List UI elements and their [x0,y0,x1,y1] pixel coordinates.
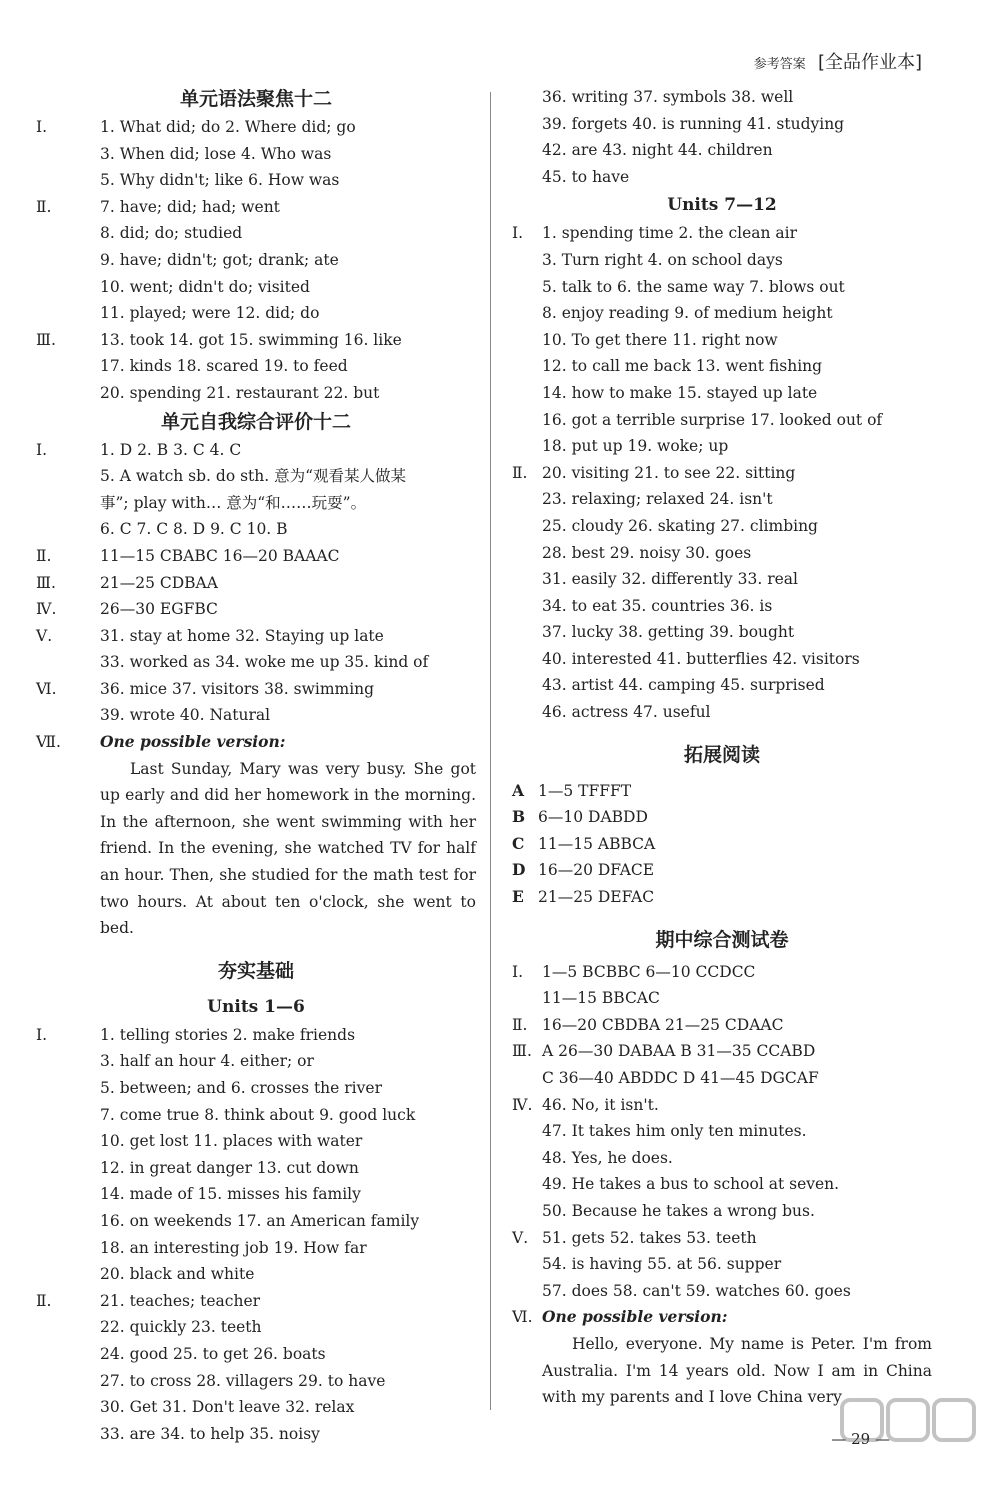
answer-row [36,1368,476,1395]
answer-row [512,137,932,164]
answer-text: 36. mice 37. visitors 38. swimming [100,679,375,698]
answer-text: 16—20 DFACE [538,861,655,880]
answer-text: 9. have; didn't; got; drank; ate [100,250,339,269]
roman-numeral: Ⅲ. [36,330,56,349]
section-title: 夯实基础 [217,959,294,982]
answer-text: 1. spending time 2. the clean air [542,224,798,243]
answer-row [512,1012,932,1039]
answer-row [36,437,476,464]
answer-row [512,300,932,327]
answer-row [36,570,476,597]
page-number: — 29 — [831,1430,890,1448]
answer-row [512,513,932,540]
answer-row [512,672,932,699]
essay-label: One possible version: [542,1307,728,1327]
answer-row [36,1048,476,1075]
answer-row [512,1118,932,1145]
right-column [512,84,932,1411]
roman-numeral: Ⅱ. [512,463,528,482]
answer-row [512,327,932,354]
answer-row [512,1278,932,1305]
answer-row [36,516,476,543]
answer-text: 5. between; and 6. crosses the river [100,1079,382,1097]
section-subtitle: Units 1—6 [207,996,305,1017]
answer-row [512,566,932,593]
essay-label: One possible version: [100,732,286,752]
answer-row [36,649,476,676]
answer-row [512,433,932,460]
answer-row [36,194,476,221]
roman-numeral: Ⅵ. [512,1308,533,1327]
answer-row [512,380,932,407]
answer-text: 31. stay at home 32. Staying up late [100,626,384,645]
answer-row [512,164,932,191]
answer-text: 28. best 29. noisy 30. goes [542,543,752,562]
answer-text: 25. cloudy 26. skating 27. climbing [542,516,818,535]
answer-text: 54. is having 55. at 56. supper [542,1255,782,1274]
answer-row [512,778,932,805]
roman-numeral: Ⅰ. [512,224,524,243]
roman-numeral: Ⅰ. [512,962,524,981]
answer-text: 3. Turn right 4. on school days [542,250,783,269]
answer-text: 57. does 58. can't 59. watches 60. goes [542,1281,851,1300]
answer-row [512,831,932,858]
roman-numeral: Ⅲ. [512,1042,532,1061]
watermark-logo [838,1392,978,1472]
answer-row [36,1235,476,1262]
answer-row [512,884,932,911]
answer-row [36,274,476,301]
column-divider [490,92,491,1410]
answer-text: 7. come true 8. think about 9. good luck [100,1105,416,1124]
answer-text: 18. put up 19. woke; up [542,437,729,456]
answer-text: 31. easily 32. differently 33. real [542,570,798,589]
answer-list [512,84,932,190]
header-label: 参考答案 [753,57,806,72]
answer-row [36,463,476,490]
roman-numeral: Ⅶ. [36,733,61,752]
answer-row [36,1208,476,1235]
answer-text: 46. actress 47. useful [542,703,711,722]
answer-text: 33. worked as 34. woke me up 35. kind of [100,653,429,672]
answer-text: 16. on weekends 17. an American family [100,1211,420,1230]
answer-row [36,1288,476,1315]
answer-row [36,327,476,354]
answer-text: 43. artist 44. camping 45. surprised [542,676,825,695]
roman-numeral: Ⅴ. [512,1228,529,1247]
answer-row [512,220,932,247]
answer-text: 49. He takes a bus to school at seven. [542,1175,840,1194]
answer-row [512,1038,932,1065]
answer-text: 48. Yes, he does. [542,1148,673,1167]
answer-row [36,596,476,623]
answer-text: 事”; play with… 意为“和……玩耍”。 [100,493,367,512]
answer-row [512,804,932,831]
section-letter: E [512,887,524,907]
answer-text: 12. in great danger 13. cut down [100,1158,359,1177]
answer-text: 33. are 34. to help 35. noisy [100,1424,320,1443]
essay-text: Hello, everyone. My name is Peter. I'm from Australia. I'm 14 years old. Now I am in China with my parents and I love China very [542,1334,932,1407]
answer-list [36,437,476,730]
answer-row [36,1314,476,1341]
answer-row [512,646,932,673]
answer-row [512,540,932,567]
answer-text: 18. an interesting job 19. How far [100,1238,367,1257]
answer-row [512,274,932,301]
answer-row [36,1341,476,1368]
answer-text: 20. spending 21. restaurant 22. but [100,383,380,402]
answer-row [512,857,932,884]
answer-text: 14. made of 15. misses his family [100,1185,361,1204]
answer-row [512,959,932,986]
answer-text: 40. interested 41. butterflies 42. visitors [542,649,860,668]
roman-numeral: Ⅰ. [36,118,48,136]
answer-row [512,699,932,726]
answer-row [512,985,932,1012]
answer-text: A 26—30 DABAA B 31—35 CCABD [542,1042,816,1061]
answer-text: 6. C 7. C 8. D 9. C 10. B [100,520,288,539]
answer-text: 8. enjoy reading 9. of medium height [542,304,833,323]
answer-text: 8. did; do; studied [100,224,243,243]
page-header [754,48,922,74]
answer-row [36,623,476,650]
answer-row [36,543,476,570]
answer-row [36,167,476,194]
answer-text: 22. quickly 23. teeth [100,1318,262,1337]
answer-text: 5. talk to 6. the same way 7. blows out [542,277,845,296]
section-title: 期中综合测试卷 [655,928,789,951]
answer-row [512,1171,932,1198]
roman-numeral: Ⅰ. [36,1025,48,1044]
roman-numeral: Ⅲ. [36,573,56,592]
answer-row [512,1251,932,1278]
answer-row [36,1421,476,1448]
answer-row [512,593,932,620]
answer-row [512,247,932,274]
section-title: 拓展阅读 [683,743,760,766]
answer-row [36,247,476,274]
section-subtitle: Units 7—12 [667,195,777,216]
answer-row [512,407,932,434]
section-letter: C [512,833,525,853]
answer-row [36,1075,476,1102]
answer-list [36,114,476,407]
answer-text: 36. writing 37. symbols 38. well [542,88,794,106]
answer-row [36,380,476,407]
answer-text: 10. get lost 11. places with water [100,1132,363,1151]
answer-text: 21—25 DEFAC [538,888,655,907]
answer-text: 21—25 CDBAA [100,573,218,592]
answer-row [36,220,476,247]
answer-text: 39. wrote 40. Natural [100,706,271,725]
answer-text: C 36—40 ABDDC D 41—45 DGCAF [542,1069,819,1087]
answer-row [512,619,932,646]
answer-text: 13. took 14. got 15. swimming 16. like [100,330,402,349]
roman-numeral: Ⅳ. [512,1095,533,1114]
answer-text: 46. No, it isn't. [542,1095,659,1114]
answer-text: 14. how to make 15. stayed up late [542,383,818,402]
answer-text: 10. went; didn't do; visited [100,277,310,296]
answer-text: 3. half an hour 4. either; or [100,1052,314,1071]
answer-text: 11. played; were 12. did; do [100,304,320,323]
roman-numeral: Ⅴ. [36,626,53,645]
roman-numeral: Ⅱ. [512,1015,528,1034]
answer-row [512,353,932,380]
answer-list [512,778,932,911]
answer-row [512,1065,932,1092]
header-book: [全品作业本] [817,52,922,73]
answer-row [512,84,932,111]
answer-text: 12. to call me back 13. went fishing [542,357,823,376]
answer-text: 10. To get there 11. right now [542,330,778,349]
answer-row [36,676,476,703]
answer-row [512,460,932,487]
answer-text: 1. telling stories 2. make friends [100,1025,356,1044]
section-title: 单元自我综合评价十二 [160,410,351,433]
answer-row [36,1102,476,1129]
answer-text: 27. to cross 28. villagers 29. to have [100,1371,386,1390]
answer-text: 24. good 25. to get 26. boats [100,1344,326,1363]
answer-text: 16—20 CBDBA 21—25 CDAAC [542,1015,784,1034]
roman-numeral: Ⅱ. [36,546,52,565]
roman-numeral: Ⅰ. [36,440,48,459]
answer-text: 30. Get 31. Don't leave 32. relax [100,1398,355,1417]
answer-row [512,1145,932,1172]
answer-row [36,1022,476,1049]
answer-row [36,1394,476,1421]
answer-list [512,220,932,725]
answer-text: 39. forgets 40. is running 41. studying [542,114,845,133]
answer-text: 1. What did; do 2. Where did; go [100,118,356,136]
answer-text: 50. Because he takes a wrong bus. [542,1201,815,1220]
answer-text: 34. to eat 35. countries 36. is [542,596,773,615]
answer-text: 1—5 BCBBC 6—10 CCDCC [542,962,756,981]
answer-row [512,486,932,513]
answer-row [36,353,476,380]
answer-text: 3. When did; lose 4. Who was [100,144,332,163]
answer-row [36,1181,476,1208]
roman-numeral: Ⅳ. [36,600,57,619]
answer-list [36,1022,476,1448]
essay-heading [36,729,476,756]
answer-text: 26—30 EGFBC [100,600,218,619]
answer-text: 51. gets 52. takes 53. teeth [542,1228,757,1247]
answer-row [36,300,476,327]
answer-row [512,1092,932,1119]
roman-numeral: Ⅱ. [36,197,52,216]
answer-row [36,141,476,168]
answer-text: 5. A watch sb. do sth. 意为“观看某人做某 [100,467,407,486]
roman-numeral: Ⅱ. [36,1291,52,1310]
essay-text: Last Sunday, Mary was very busy. She got up early and did her homework in the morning. In the afternoon, she went swimming with her friend. In the evening, she watched TV for half an hour. Then, she studied for the math test for two hours. At about ten o'clock, she went to bed. [100,759,476,938]
section-title: 单元语法聚焦十二 [179,88,332,110]
answer-row [36,702,476,729]
answer-text: 47. It takes him only ten minutes. [542,1122,807,1141]
answer-text: 20. black and white [100,1265,255,1284]
essay-heading [512,1304,932,1331]
section-letter: A [512,780,525,800]
answer-text: 1—5 TFFFT [538,781,632,800]
answer-text: 21. teaches; teacher [100,1291,261,1310]
answer-text: 6—10 DABDD [538,808,648,827]
answer-row [36,114,476,141]
answer-row [36,490,476,517]
roman-numeral: Ⅵ. [36,679,57,698]
answer-text: 16. got a terrible surprise 17. looked out of [542,410,883,429]
section-letter: B [512,807,526,827]
answer-row [512,111,932,138]
answer-text: 11—15 ABBCA [538,834,656,853]
answer-row [512,1198,932,1225]
answer-text: 45. to have [542,167,630,186]
answer-text: 23. relaxing; relaxed 24. isn't [542,490,773,509]
answer-text: 1. D 2. B 3. C 4. C [100,440,242,459]
answer-text: 11—15 BBCAC [542,989,660,1008]
answer-text: 42. are 43. night 44. children [542,141,773,160]
answer-text: 11—15 CBABC 16—20 BAAAC [100,546,340,565]
answer-row [36,1155,476,1182]
answer-list [512,959,932,1305]
section-letter: D [512,860,526,880]
answer-text: 5. Why didn't; like 6. How was [100,171,340,190]
answer-row [512,1225,932,1252]
left-column [36,84,476,1447]
answer-text: 37. lucky 38. getting 39. bought [542,623,795,642]
answer-text: 17. kinds 18. scared 19. to feed [100,357,348,376]
answer-text: 7. have; did; had; went [100,197,280,216]
answer-row [36,1261,476,1288]
answer-row [36,1128,476,1155]
answer-text: 20. visiting 21. to see 22. sitting [542,463,796,482]
